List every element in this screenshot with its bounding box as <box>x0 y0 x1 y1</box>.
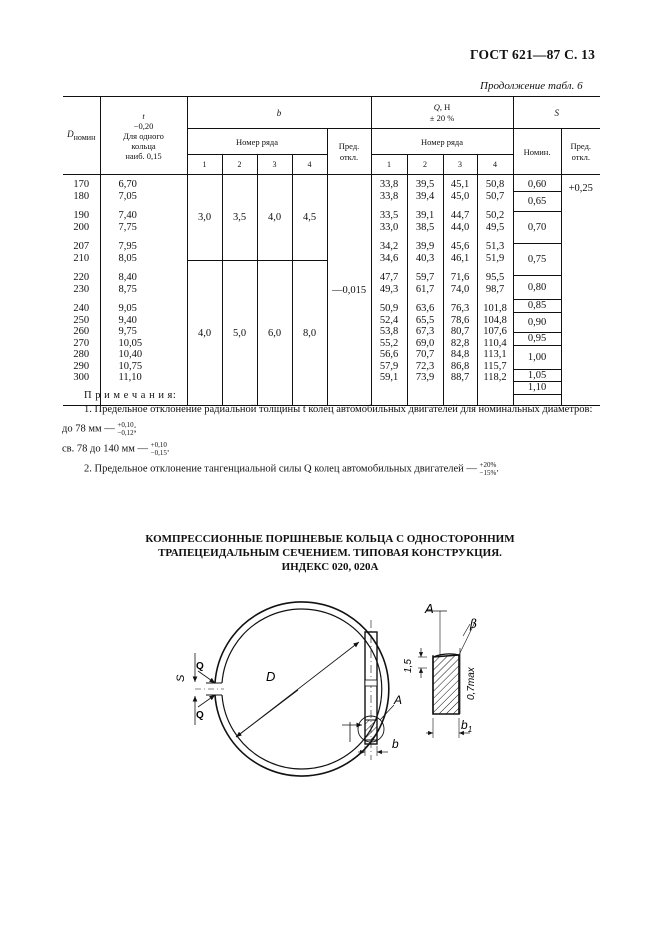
b-g1-v3: 4,0 <box>258 175 293 260</box>
q1-value: 33,8 <box>379 190 399 202</box>
q1-value: 33,8 <box>379 179 399 190</box>
detail-a-title: A <box>425 601 434 616</box>
s-value: 0,85 <box>514 300 561 313</box>
q4-value: 51,9 <box>485 252 505 264</box>
t-value: 10,75 <box>118 360 143 372</box>
d-value: 290 <box>73 360 90 372</box>
q4-value: 51,3 <box>485 241 505 252</box>
q4-value: 104,8 <box>483 314 507 326</box>
q4-value: 115,7 <box>483 360 507 372</box>
b-num-1: 1 <box>187 155 222 175</box>
s-value: 1,10 <box>514 382 561 395</box>
q3-value: 45,1 <box>450 179 470 190</box>
col-header-b: b <box>187 97 371 129</box>
q2-value: 69,0 <box>415 337 435 349</box>
s-value: 0,90 <box>514 313 561 334</box>
b-g1-v4: 4,5 <box>302 212 317 223</box>
q2-value: 38,5 <box>415 221 435 233</box>
s-tolerance: +0,25 <box>568 183 593 194</box>
label-b: b <box>392 737 399 751</box>
q3-value: 46,1 <box>450 252 470 264</box>
q1-value: 47,7 <box>379 272 399 283</box>
q3-value: 88,7 <box>450 372 470 383</box>
b-tolerance-header: Пред. откл. <box>327 129 371 175</box>
ring-plan-view <box>195 602 389 776</box>
q4-value: 49,5 <box>485 221 505 233</box>
d-value: 170 <box>73 179 90 190</box>
note-1a: до 78 мм — +0,10 −0,12; <box>62 421 137 437</box>
q3-value: 76,3 <box>450 303 470 314</box>
d-value: 190 <box>73 210 90 221</box>
t-value: 7,40 <box>118 210 137 221</box>
q3-value: 45,6 <box>450 241 470 252</box>
q2-value: 67,3 <box>415 326 435 337</box>
t-value: 8,05 <box>118 252 137 264</box>
d-value: 300 <box>73 372 90 383</box>
b-num-4: 4 <box>292 155 327 175</box>
q4-value: 101,8 <box>483 303 507 314</box>
b-g2-v3: 6,0 <box>258 261 293 405</box>
d-value: 180 <box>73 190 90 202</box>
q1-value: 56,6 <box>379 349 399 360</box>
t-value: 7,05 <box>118 190 137 202</box>
s-value: 0,60 <box>514 179 561 192</box>
q2-value: 65,5 <box>415 314 435 326</box>
q1-value: 57,9 <box>379 360 399 372</box>
t-value: 7,95 <box>118 241 137 252</box>
t-value: 10,05 <box>118 337 143 349</box>
s-value: 0,75 <box>514 244 561 276</box>
q-num-1: 1 <box>371 155 407 175</box>
q4-value: 107,6 <box>483 326 507 337</box>
b-g1-v1: 3,0 <box>188 175 223 260</box>
q2-value: 39,4 <box>415 190 435 202</box>
q1-value: 33,0 <box>379 221 399 233</box>
q-row-number: Номер ряда <box>371 129 513 155</box>
d-value: 250 <box>73 314 90 326</box>
q3-value: 78,6 <box>450 314 470 326</box>
label-q-top: Q <box>196 661 204 672</box>
q4-value: 95,5 <box>485 272 505 283</box>
label-a: A <box>394 693 403 707</box>
d-value: 230 <box>73 283 90 295</box>
t-value: 9,05 <box>118 303 137 314</box>
b-tolerance: —0,015 <box>327 175 371 406</box>
q3-value: 45,0 <box>450 190 470 202</box>
col-header-t: t −0,20 Для одного кольца наиб. 0,15 <box>100 97 187 175</box>
q4-value: 50,8 <box>485 179 505 190</box>
q3-value: 82,8 <box>450 337 470 349</box>
d-value: 210 <box>73 252 90 264</box>
q1-value: 50,9 <box>379 303 399 314</box>
s-value: 0,80 <box>514 276 561 300</box>
label-1-5: 1,5 <box>403 659 414 673</box>
s-nominal-header: Номин. <box>513 129 561 175</box>
q1-value: 49,3 <box>379 283 399 295</box>
q2-value: 61,7 <box>415 283 435 295</box>
b-g2-v2: 5,0 <box>223 261 258 405</box>
q1-value: 33,5 <box>379 210 399 221</box>
note-1b: св. 78 до 140 мм — +0,10 −0,15. <box>62 441 170 457</box>
q4-value: 113,1 <box>483 349 507 360</box>
label-0-7max: 0,7max <box>466 667 477 700</box>
t-value: 6,70 <box>118 179 137 190</box>
col-header-s: S <box>513 97 600 129</box>
label-beta: β <box>470 617 477 631</box>
col-header-q: Q, Н ± 20 % <box>371 97 513 129</box>
b-row-number: Номер ряда <box>187 129 327 155</box>
q1-value: 34,6 <box>379 252 399 264</box>
q3-value: 74,0 <box>450 283 470 295</box>
d-value: 240 <box>73 303 90 314</box>
q1-value: 34,2 <box>379 241 399 252</box>
s-value: 1,05 <box>514 370 561 383</box>
q4-value: 50,7 <box>485 190 505 202</box>
q-num-4: 4 <box>477 155 513 175</box>
q1-value: 59,1 <box>379 372 399 383</box>
q-num-2: 2 <box>407 155 443 175</box>
d-value: 260 <box>73 326 90 337</box>
d-value: 280 <box>73 349 90 360</box>
q4-value: 98,7 <box>485 283 505 295</box>
q2-value: 40,3 <box>415 252 435 264</box>
q2-value: 72,3 <box>415 360 435 372</box>
s-value: 1,00 <box>514 346 561 370</box>
b-g2-v4: 8,0 <box>302 327 317 339</box>
s-tolerance-header: Пред. откл. <box>561 129 600 175</box>
q1-value: 55,2 <box>379 337 399 349</box>
t-value: 9,40 <box>118 314 137 326</box>
q-num-3: 3 <box>443 155 477 175</box>
q1-value: 52,4 <box>379 314 399 326</box>
t-value: 7,75 <box>118 221 137 233</box>
q2-value: 70,7 <box>415 349 435 360</box>
col-header-d: $D_{номин}$ <box>63 97 100 175</box>
section-title: КОМПРЕССИОННЫЕ ПОРШНЕВЫЕ КОЛЬЦА С ОДНОСТОРОННИМ ТРАПЕЦЕИДАЛЬНЫМ СЕЧЕНИЕМ. ТИПОВАЯ КОНСТРУКЦИЯ. ИНДЕКС 020, 020А <box>145 533 515 573</box>
note-1: 1. Предельное отклонение радиальной толщины t колец автомобильных двигателей для номинальных диаметров: <box>84 404 593 415</box>
q3-value: 80,7 <box>450 326 470 337</box>
d-value: 200 <box>73 221 90 233</box>
d-value: 270 <box>73 337 90 349</box>
t-value: 9,75 <box>118 326 137 337</box>
b-g1-v2: 3,5 <box>223 175 258 260</box>
q3-value: 44,7 <box>450 210 470 221</box>
note-2: 2. Предельное отклонение тангенциальной силы Q колец автомобильных двигателей — +20% −15%. <box>84 461 499 477</box>
label-q-bottom: Q <box>196 710 204 721</box>
b-num-2: 2 <box>222 155 257 175</box>
q2-value: 39,1 <box>415 210 435 221</box>
s-value: 0,65 <box>514 192 561 213</box>
s-value: 0,95 <box>514 333 561 346</box>
t-value: 11,10 <box>118 372 142 383</box>
q2-value: 39,9 <box>415 241 435 252</box>
notes-heading: П р и м е ч а н и я: <box>84 390 177 401</box>
q2-value: 39,5 <box>415 179 435 190</box>
q2-value: 73,9 <box>415 372 435 383</box>
q2-value: 59,7 <box>415 272 435 283</box>
q3-value: 71,6 <box>450 272 470 283</box>
t-value: 8,40 <box>118 272 137 283</box>
q3-value: 44,0 <box>450 221 470 233</box>
label-d: D <box>266 669 276 684</box>
page-header: ГОСТ 621—87 С. 13 <box>470 47 596 62</box>
t-value: 8,75 <box>118 283 137 295</box>
b-num-3: 3 <box>257 155 292 175</box>
ring-section-view <box>342 620 394 760</box>
q4-value: 110,4 <box>483 337 507 349</box>
s-value: 0,70 <box>514 212 561 244</box>
t-value: 10,40 <box>118 349 143 360</box>
q4-value: 118,2 <box>483 372 507 383</box>
d-value: 207 <box>73 241 90 252</box>
q3-value: 86,8 <box>450 360 470 372</box>
b-g2-v1: 4,0 <box>188 261 223 405</box>
q3-value: 84,8 <box>450 349 470 360</box>
q-tolerance-label: ± 20 % <box>429 112 455 123</box>
q2-value: 63,6 <box>415 303 435 314</box>
q4-value: 50,2 <box>485 210 505 221</box>
q1-value: 53,8 <box>379 326 399 337</box>
label-s: S <box>175 674 187 682</box>
table-continuation: Продолжение табл. 6 <box>480 80 583 92</box>
d-value: 220 <box>73 272 90 283</box>
label-b1: $b_1$ <box>461 718 473 734</box>
